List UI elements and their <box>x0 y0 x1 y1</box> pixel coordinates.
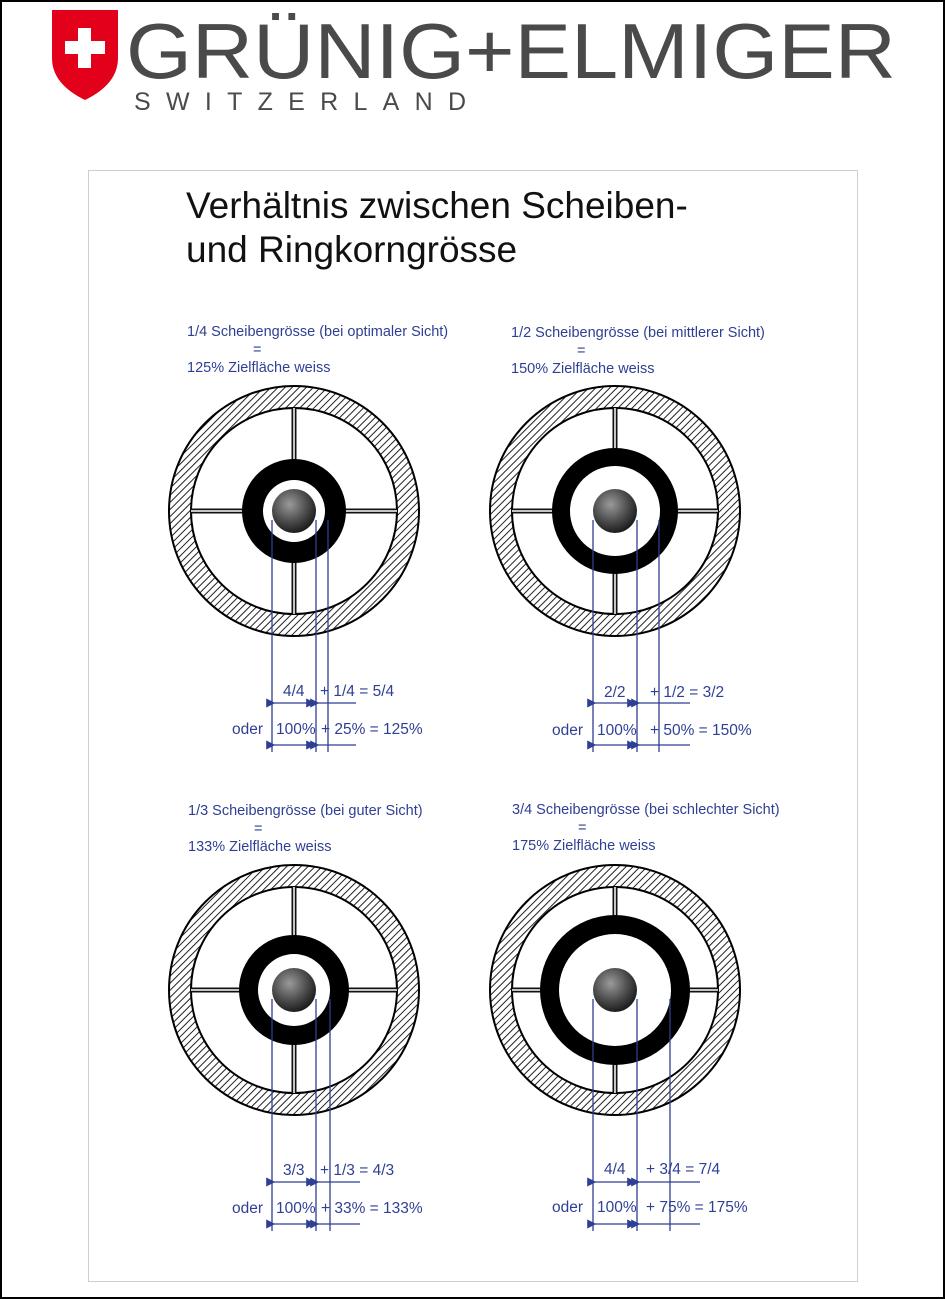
fraction-right: + 1/3 = 4/3 <box>320 1162 395 1179</box>
percent-right: + 50% = 150% <box>650 722 752 739</box>
fraction-left: 4/4 <box>604 1161 626 1178</box>
target-bullseye <box>272 968 316 1012</box>
target-bullseye <box>593 489 637 533</box>
target-bullseye <box>272 489 316 533</box>
oder-label: oder <box>552 722 584 739</box>
caption-3-line3: 133% Zielfläche weiss <box>188 839 332 855</box>
brand-subtitle: SWITZERLAND <box>134 88 466 116</box>
fraction-right: + 3/4 = 7/4 <box>646 1161 721 1178</box>
target-bullseye <box>593 968 637 1012</box>
percent-left: 100% <box>276 721 316 738</box>
caption-1-line3: 125% Zielfläche weiss <box>187 360 331 376</box>
caption-2-eq: = <box>577 343 586 359</box>
oder-label: oder <box>552 1199 584 1216</box>
oder-label: oder <box>232 1200 264 1217</box>
percent-left: 100% <box>597 722 637 739</box>
target-diagram-3 <box>169 865 423 1231</box>
target-diagram-4 <box>490 865 748 1231</box>
caption-3-eq: = <box>254 821 263 837</box>
fraction-right: + 1/2 = 3/2 <box>650 684 725 701</box>
caption-4-line1: 3/4 Scheibengrösse (bei schlechter Sicht) <box>512 802 780 818</box>
caption-4-eq: = <box>578 820 587 836</box>
caption-2-line1: 1/2 Scheibengrösse (bei mittlerer Sicht) <box>511 325 765 341</box>
fraction-right: + 1/4 = 5/4 <box>320 683 395 700</box>
fraction-left: 2/2 <box>604 684 626 701</box>
percent-right: + 25% = 125% <box>321 721 423 738</box>
percent-right: + 33% = 133% <box>321 1200 423 1217</box>
brand-name: GRÜNIG+ELMIGER <box>126 7 896 95</box>
percent-left: 100% <box>597 1199 637 1216</box>
percent-left: 100% <box>276 1200 316 1217</box>
title-line-1: Verhältnis zwischen Scheiben- <box>186 185 688 226</box>
percent-right: + 75% = 175% <box>646 1199 748 1216</box>
fraction-left: 4/4 <box>283 683 305 700</box>
caption-3-line1: 1/3 Scheibengrösse (bei guter Sicht) <box>188 803 423 819</box>
target-diagram-2 <box>490 386 752 752</box>
caption-2-line3: 150% Zielfläche weiss <box>511 361 655 377</box>
caption-1-eq: = <box>253 342 262 358</box>
title-line-2: und Ringkorngrösse <box>186 229 518 270</box>
oder-label: oder <box>232 721 264 738</box>
fraction-left: 3/3 <box>283 1162 305 1179</box>
caption-4-line3: 175% Zielfläche weiss <box>512 838 656 854</box>
caption-1-line1: 1/4 Scheibengrösse (bei optimaler Sicht) <box>187 324 449 340</box>
target-diagram-1 <box>169 386 423 752</box>
